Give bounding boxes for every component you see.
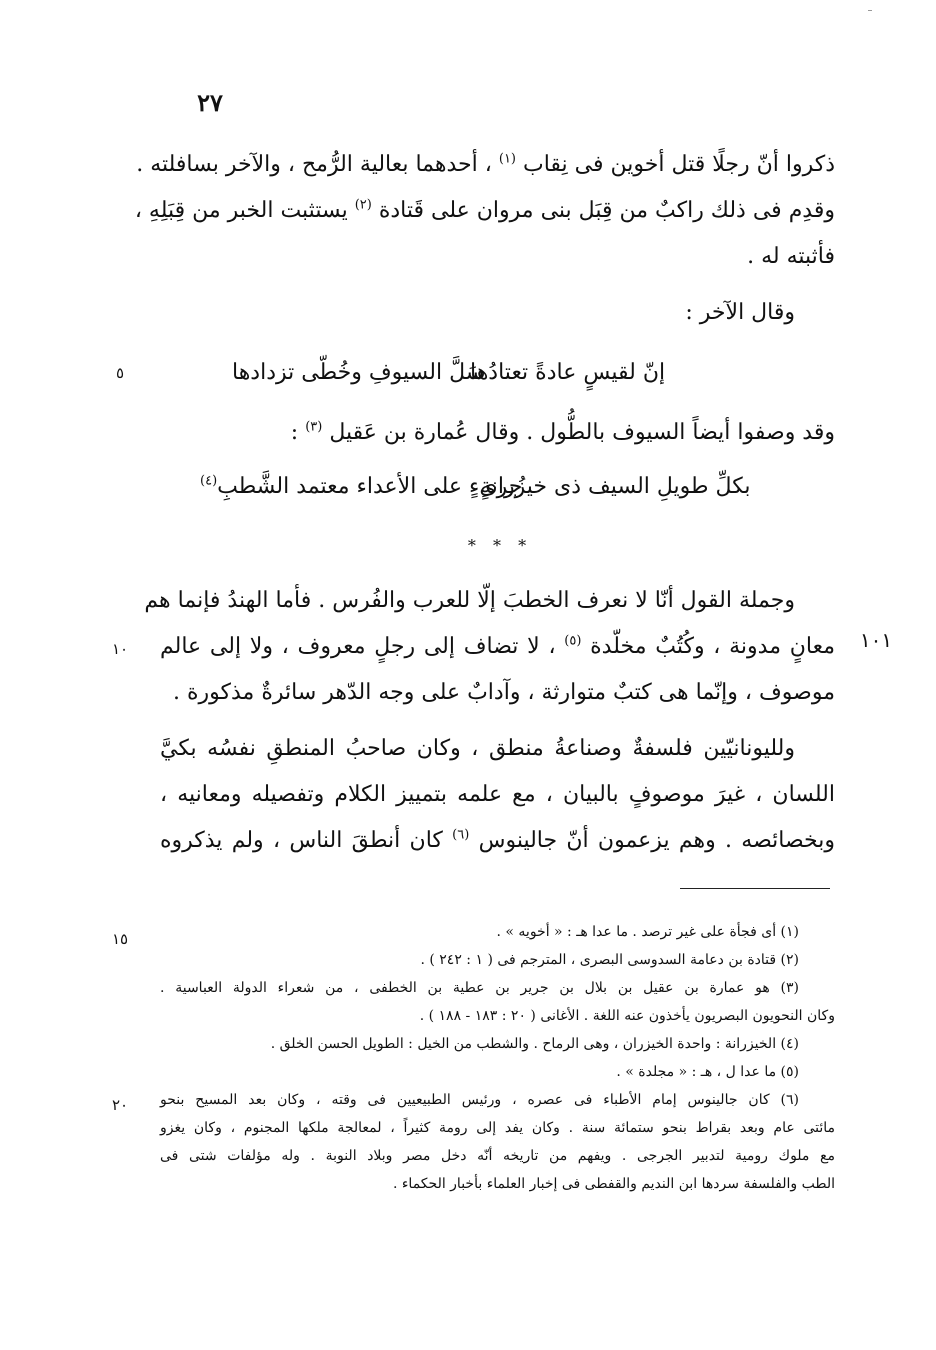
- footnote-4: (٤) الخيزرانة : واحدة الخيزران ، وهى الرماح . والشطب من الخيل : الطويل الحسن الخلق .: [270, 1036, 799, 1052]
- text-line: وجملة القول أنّا لا نعرف الخطبَ إلّا للعرب والفُرس . فأما الهندُ فإنما هم: [144, 588, 795, 613]
- text-line: فأثبته له .: [747, 244, 835, 269]
- verse-2-first-hemistich: بكلِّ طويلِ السيف ذى خيزُرانةٍ: [480, 474, 751, 499]
- footnote-6-cont: مع ملوك رومية لتدبير الجرجى . ويفهم من تاريخه أنّه دخل مصر وبلاد النوبة . وله مؤلفات شتى فى: [160, 1148, 835, 1164]
- text-line: ولليونانيّين فلسفةٌ وصناعةُ منطق ، وكان صاحبُ المنطقِ نفسُه بكيَّ: [160, 736, 795, 761]
- text-line: وقدِم فى ذلك راكبٌ من قِبَل بنى مروان على قَتادة $^{(٢)}$ يستثبت الخبر من قِبَلِهِ ،: [134, 197, 835, 223]
- section-number: ١٠١: [859, 628, 893, 652]
- footnote-ref[interactable]: (٦): [452, 827, 470, 843]
- text-line: اللسان ، غيرَ موصوفٍ بالبيان ، مع علمه بتمييز الكلام وتفصيله ومعانيه ،: [160, 782, 835, 807]
- footnote-1: (١) أى فجأة على غير ترصد . ما عدا هـ : « أخويه » .: [496, 924, 799, 940]
- text-line: وقال الآخر :: [685, 300, 795, 325]
- verse-2-second-hemistich: جرىءٍ على الأعداء معتمد الشَّطبِ$^{(٤)}$: [200, 473, 523, 499]
- paragraph-3: [144, 578, 835, 716]
- section-separator: * * *: [467, 536, 533, 555]
- text-line: ذكروا أنّ رجلًا قتل أخوين فى نِقاب $^{(١)}$ ، أحدهما بعالية الرُّمح ، والآخر بسافلته .: [136, 151, 835, 177]
- verse-1-first-hemistich: إنّ لقيسٍ عادةً تعتادُها: [470, 360, 666, 385]
- margin-line-number: ١٥: [111, 930, 129, 948]
- page-number: ٢٧: [197, 88, 223, 117]
- text-line: موصوف ، وإنّما هى كتبٌ متوارثة ، وآدابٌ على وجه الدّهر سائرةٌ مذكورة .: [173, 680, 835, 705]
- text-line: وبخصائصه . وهم يزعمون أنّ جالينوس $^{(٦)}$ كان أنطقَ الناس ، ولم يذكروه: [160, 827, 835, 853]
- paragraph-1: [134, 142, 835, 280]
- verse-intro: [160, 290, 835, 336]
- margin-line-number: ٥: [115, 364, 125, 382]
- text-line: معانٍ مدونة ، وكُتُبٌ مخلّدة $^{(٥)}$ ، لا تضاف إلى رجلٍ معروف ، ولا إلى عالم: [160, 633, 835, 659]
- footnotes: [160, 918, 835, 1198]
- scan-mark: [868, 10, 872, 11]
- footnote-3-cont: وكان النحويون البصريون يأخذون عنه اللغة . الأغانى ( ٢٠ : ١٨٣ - ١٨٨ ) .: [419, 1008, 835, 1024]
- margin-line-number: ١٠: [111, 640, 129, 658]
- footnote-3: (٣) هو عمارة بن عقيل بن بلال بن جرير بن عطية بن الخطفى ، من شعراء الدولة العباسية .: [160, 980, 799, 996]
- footnote-2: (٢) قتادة بن دعامة السدوسى البصرى ، المترجم فى ( ١ : ٢٤٢ ) .: [420, 952, 799, 968]
- verse-1-second-hemistich: سَلَّ السيوفِ وخُطّى تزدادها: [232, 360, 485, 385]
- footnote-ref[interactable]: (١): [498, 151, 516, 167]
- footnote-ref[interactable]: (٥): [564, 633, 582, 649]
- footnote-6: (٦) كان جالينوس إمام الأطباء فى عصره ، ورئيس الطبيعيين فى وقته ، وكان بعد المسيح بنحو: [160, 1092, 799, 1108]
- transition-line: [160, 410, 835, 456]
- margin-line-number: ٢٠: [111, 1096, 129, 1114]
- footnote-6-cont: مائتى عام وبعد بقراط بنحو ستمائة سنة . وكان يفد إلى رومة كثيراً ، لمعالجة ملكها المجنوم ، وكان يغزو: [160, 1120, 835, 1136]
- footnote-ref[interactable]: (٣): [305, 419, 323, 435]
- footnote-6-cont: الطب والفلسفة سردها ابن النديم والقفطى فى إخبار العلماء بأخبار الحكماء .: [392, 1176, 835, 1192]
- text-line: وقد وصفوا أيضاً السيوف بالطُّول . وقال عُمارة بن عَقيل $^{(٣)}$ :: [290, 419, 835, 445]
- footnote-ref[interactable]: (٤): [200, 473, 218, 489]
- paragraph-4: [160, 726, 835, 864]
- footnote-ref[interactable]: (٢): [354, 197, 372, 213]
- footnote-divider: [680, 888, 830, 889]
- footnote-5: (٥) ما عدا ل ، هـ : « مجلدة » .: [616, 1064, 799, 1080]
